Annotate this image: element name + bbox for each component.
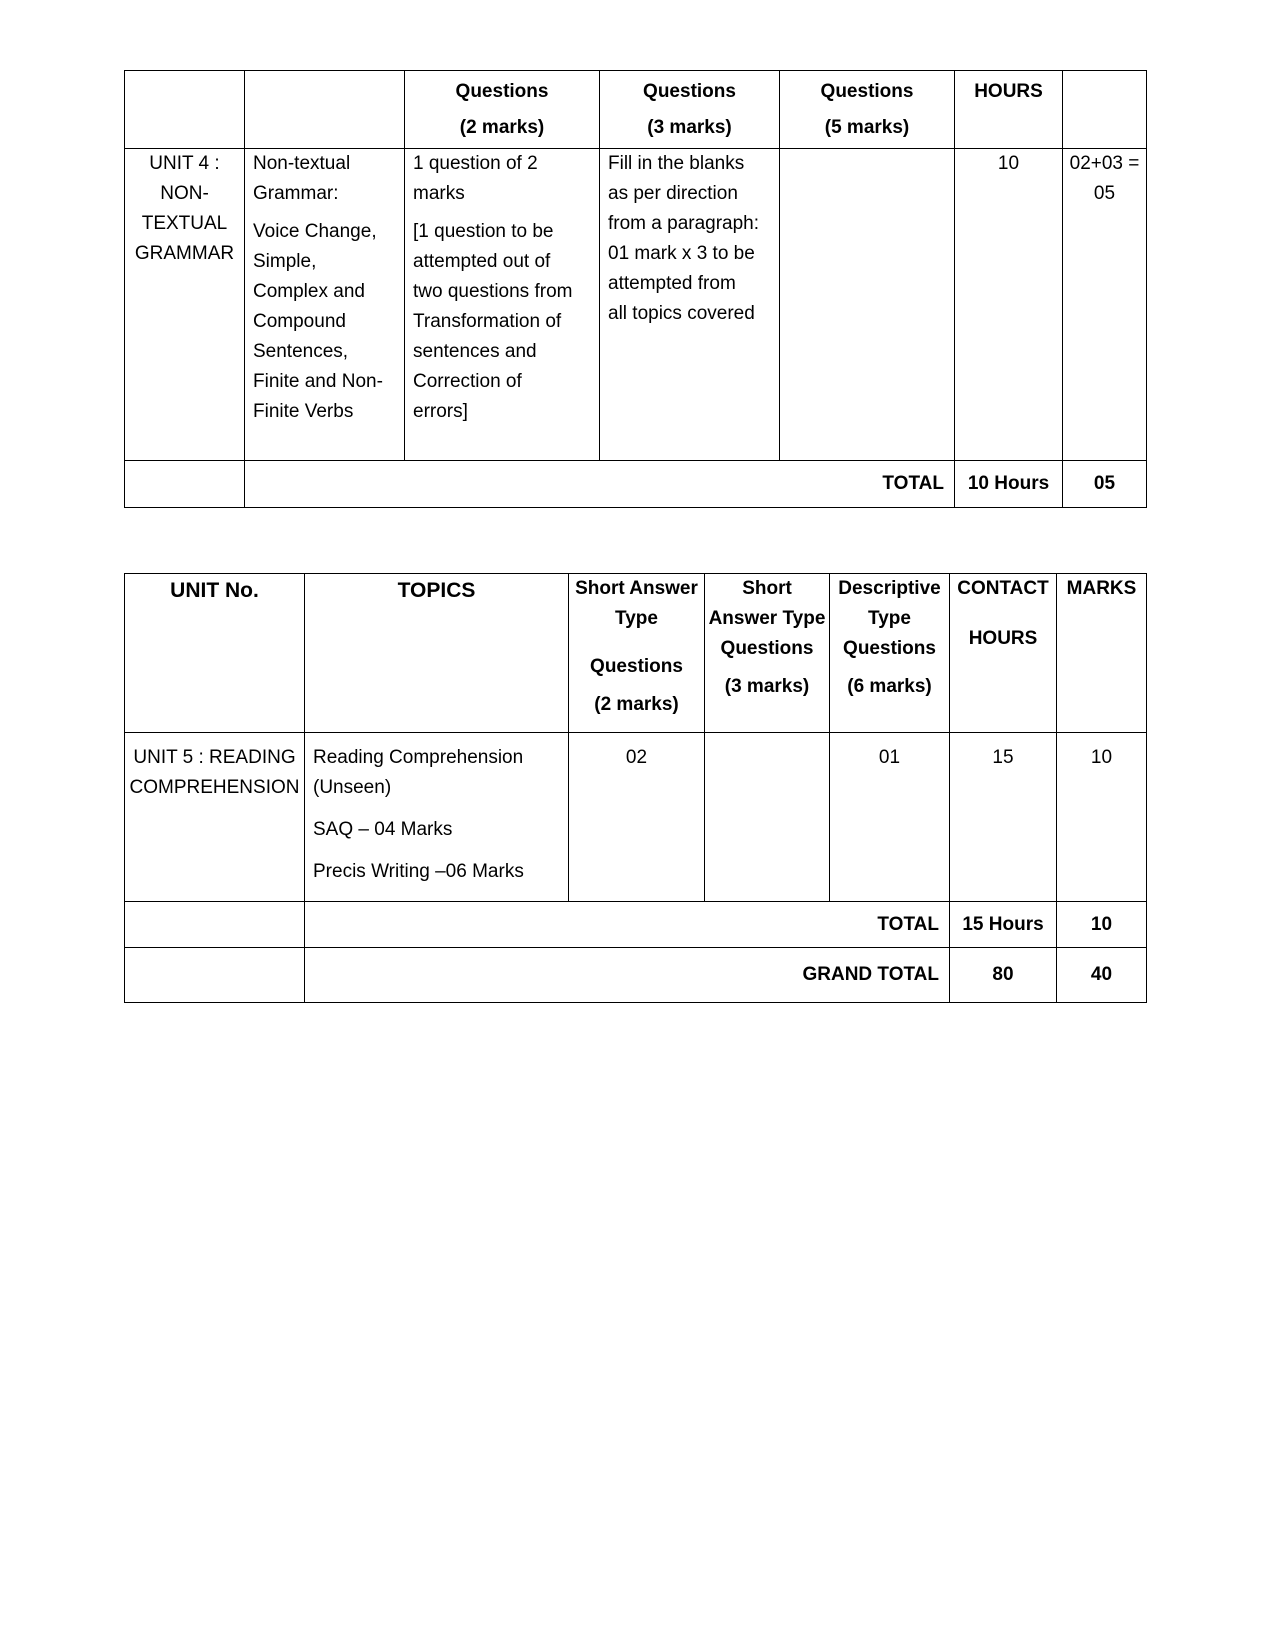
- table2-total-row: [125, 902, 1147, 948]
- table2-grand-total-empty: [125, 948, 305, 1003]
- contact-hours-cell: 15: [950, 733, 1057, 902]
- table1-header-marks: [1063, 71, 1147, 149]
- table2-total-hours: 15 Hours: [950, 902, 1057, 948]
- unit4-table: [124, 70, 1147, 508]
- table1-header-2marks: Questions (2 marks): [405, 71, 600, 149]
- topics-cell: Non-textual Grammar: Voice Change, Simple, Complex and Compound Sentences, Finite and Non- Finite Verbs: [245, 149, 405, 461]
- two-mark-questions-cell: 1 question of 2 marks [1 question to be attempted out of two questions from Transformation of sentences and Correction of errors]: [405, 149, 600, 461]
- table1-total-marks: 05: [1063, 461, 1147, 508]
- table-row: [125, 149, 1147, 461]
- hours-cell: 10: [955, 149, 1063, 461]
- grand-total-marks: 40: [1057, 948, 1147, 1003]
- grand-total-label: GRAND TOTAL: [305, 948, 950, 1003]
- table2-total-marks: 10: [1057, 902, 1147, 948]
- topics-cell: Reading Comprehension (Unseen) SAQ – 04 Marks Precis Writing –06 Marks: [305, 733, 569, 902]
- saq3-cell: [705, 733, 830, 902]
- table1-header-3marks: Questions (3 marks): [600, 71, 780, 149]
- table1-header-topics: [245, 71, 405, 149]
- table1-total-row: [125, 461, 1147, 508]
- table1-header-5marks: Questions (5 marks): [780, 71, 955, 149]
- unit5-table: [124, 573, 1147, 1003]
- table2-header-unit: UNIT No.: [125, 574, 305, 733]
- three-mark-questions-cell: Fill in the blanks as per direction from a paragraph: 01 mark x 3 to be attempted from all topics covered: [600, 149, 780, 461]
- unit-cell: UNIT 4 : NON- TEXTUAL GRAMMAR: [125, 149, 245, 461]
- table2-grand-total-row: [125, 948, 1147, 1003]
- table-row: [125, 733, 1147, 902]
- descriptive-cell: 01: [830, 733, 950, 902]
- table2-header-descriptive: Descriptive Type Questions (6 marks): [830, 574, 950, 733]
- table1-header-hours: HOURS: [955, 71, 1063, 149]
- table2-header-marks: MARKS: [1057, 574, 1147, 733]
- saq2-cell: 02: [569, 733, 705, 902]
- marks-cell: 10: [1057, 733, 1147, 902]
- five-mark-questions-cell: [780, 149, 955, 461]
- table2-total-label: TOTAL: [305, 902, 950, 948]
- unit-cell: UNIT 5 : READING COMPREHENSION: [125, 733, 305, 902]
- grand-total-hours: 80: [950, 948, 1057, 1003]
- table2-header-topics: TOPICS: [305, 574, 569, 733]
- table2-header-saq3: Short Answer Type Questions (3 marks): [705, 574, 830, 733]
- table1-header-row: [125, 71, 1147, 149]
- table2-total-empty: [125, 902, 305, 948]
- marks-cell: 02+03 = 05: [1063, 149, 1147, 461]
- table1-total-empty: [125, 461, 245, 508]
- table1-header-unit: [125, 71, 245, 149]
- table1-total-label: TOTAL: [245, 461, 955, 508]
- table2-header-row: [125, 574, 1147, 733]
- table1-total-hours: 10 Hours: [955, 461, 1063, 508]
- table2-header-contact-hours: CONTACT HOURS: [950, 574, 1057, 733]
- table2-header-saq2: Short Answer Type Questions (2 marks): [569, 574, 705, 733]
